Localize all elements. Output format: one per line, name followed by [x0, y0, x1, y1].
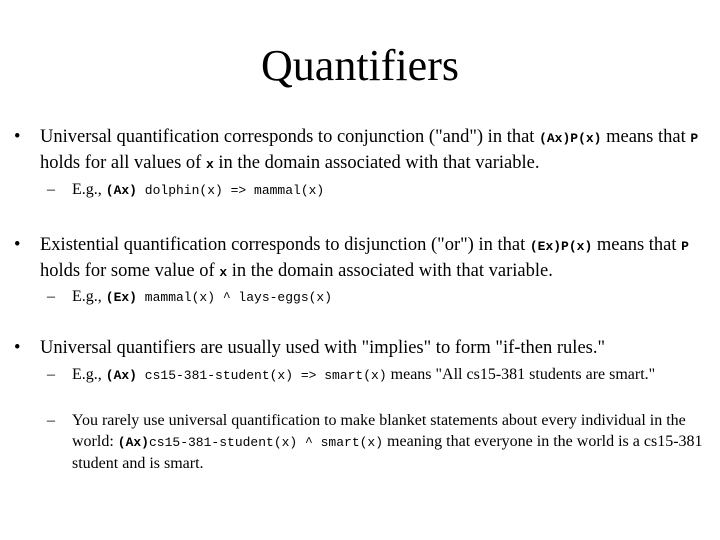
- bullet-text: [40, 125, 710, 177]
- text-segment: means that: [601, 127, 691, 147]
- code-segment: x: [219, 265, 228, 280]
- sub-text: [72, 286, 710, 308]
- text-segment: E.g.,: [72, 181, 106, 198]
- sub-text: [72, 410, 710, 474]
- text-segment: Universal quantification corresponds to conjunction ("and") in that: [40, 127, 540, 147]
- bullet-marker: •: [14, 338, 21, 358]
- code-segment: (Ax)P(x): [539, 131, 602, 146]
- code-segment: (Ex)P(x): [529, 239, 593, 254]
- bullet-text: Universal quantifiers are usually used with "implies" to form "if-then rules.": [40, 338, 606, 358]
- text-segment: meaning that everyone in the world is a cs15-381 student and is smart.: [72, 433, 703, 472]
- bullet-text: [40, 233, 710, 285]
- code-segment: cs15-381-student(x) => smart(x): [137, 368, 387, 383]
- text-segment: in the domain associated with that variable.: [227, 261, 553, 281]
- text-segment: Existential quantification corresponds to disjunction ("or") in that: [40, 235, 530, 255]
- code-segment: (Ax): [117, 435, 149, 450]
- text-segment: holds for all values of: [40, 153, 206, 173]
- text-segment: holds for some value of: [40, 261, 220, 281]
- code-segment: dolphin(x) => mammal(x): [137, 183, 325, 198]
- code-segment: cs15-381-student(x) ^ smart(x): [149, 435, 384, 450]
- text-segment: in the domain associated with that variable.: [213, 153, 540, 173]
- slide-title: Quantifiers: [261, 41, 459, 90]
- sub-marker: –: [47, 366, 55, 383]
- text-segment: means that: [592, 235, 682, 255]
- sub-text: [72, 364, 710, 386]
- code-segment: x: [205, 157, 214, 172]
- code-segment: (Ax): [105, 183, 137, 198]
- sub-marker: –: [47, 181, 55, 198]
- text-segment: You rarely use universal quantification to make blanket statements about every individual in the world:: [72, 412, 686, 450]
- text-segment: means "All cs15-381 students are smart.": [386, 366, 656, 383]
- bullet-marker: •: [14, 127, 21, 147]
- sub-marker: –: [47, 288, 55, 305]
- code-segment: mammal(x) ^ lays-eggs(x): [137, 290, 333, 305]
- code-segment: (Ex): [105, 290, 137, 305]
- sub-text: [72, 179, 710, 201]
- code-segment: P: [681, 239, 689, 254]
- code-segment: (Ax): [105, 368, 137, 383]
- bullet-marker: •: [14, 235, 21, 255]
- sub-marker: –: [47, 412, 55, 429]
- code-segment: P: [690, 131, 699, 146]
- text-segment: E.g.,: [72, 366, 106, 383]
- text-segment: E.g.,: [72, 288, 106, 305]
